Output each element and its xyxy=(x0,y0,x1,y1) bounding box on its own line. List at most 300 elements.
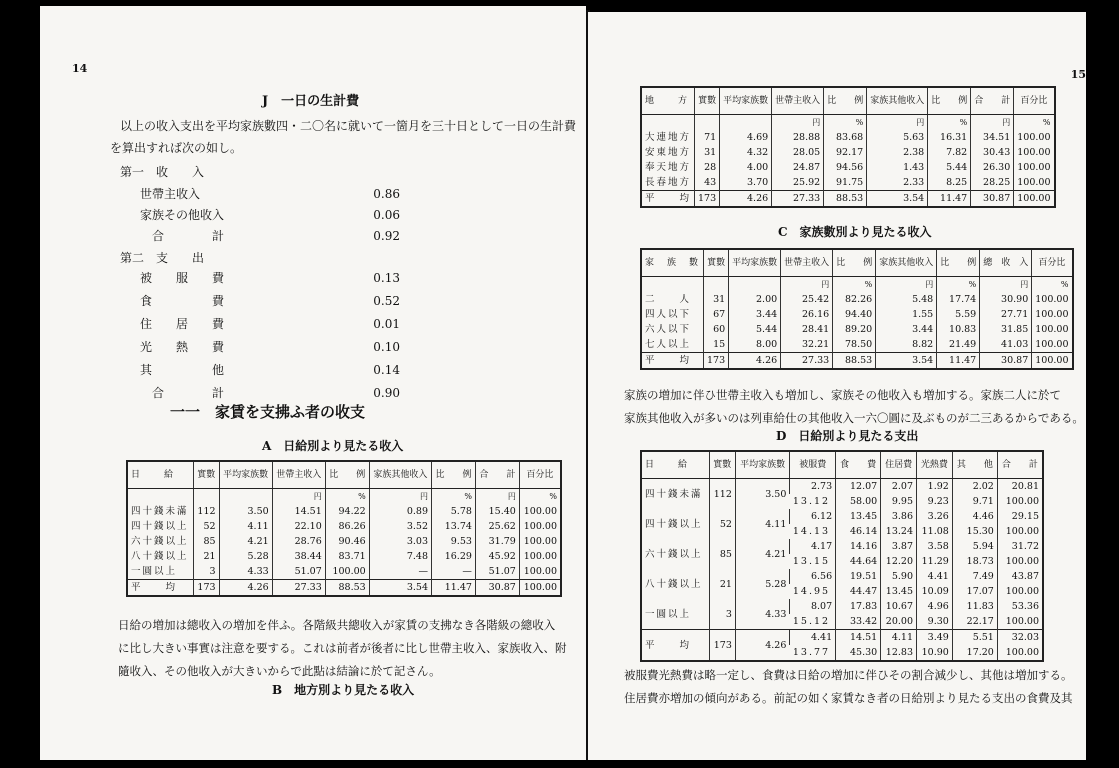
table-cell: 28.41 xyxy=(781,322,833,337)
table-cell: 88.53 xyxy=(824,191,867,208)
income-title: 第一 收 入 xyxy=(120,165,205,179)
table-cell: 11.29 xyxy=(917,554,953,569)
unit-cell xyxy=(729,277,781,293)
table-cell: 一圓以上 xyxy=(645,608,692,620)
table-cell: 10.83 xyxy=(937,322,980,337)
table-cell: 18.73 xyxy=(952,554,997,569)
table-cell: 15 xyxy=(704,337,729,353)
table-cell: 27.33 xyxy=(272,580,325,597)
expense-item-value: 0.10 xyxy=(373,340,400,354)
table-cell: 4.32 xyxy=(720,145,772,160)
unit-cell: % xyxy=(325,489,369,505)
table-cell: 91.75 xyxy=(824,175,867,191)
table-cell: 100.00 xyxy=(997,584,1043,599)
table-cell: 51.07 xyxy=(272,564,325,580)
table-row xyxy=(641,191,1055,208)
table-d xyxy=(640,450,1044,662)
table-cell: 5.94 xyxy=(952,539,997,554)
table-cell: 八十錢以上 xyxy=(645,578,703,590)
expense-item-value: 0.13 xyxy=(373,271,400,285)
table-cell: 4.11 xyxy=(881,630,917,646)
table-cell: 100.00 xyxy=(519,534,561,549)
table-cell: 100.00 xyxy=(519,549,561,564)
table-cell: 四十錢未滿 xyxy=(645,488,703,500)
table-cell: 100.00 xyxy=(519,504,561,519)
unit-cell: 円 xyxy=(772,115,824,131)
table-cell: 4.96 xyxy=(917,599,953,614)
table-cell: 15.30 xyxy=(952,524,997,539)
table-cell: 25.62 xyxy=(475,519,519,534)
table-cell: 32.03 xyxy=(997,630,1043,646)
table-cell: 71 xyxy=(695,130,720,145)
income-item-label: 世帶主收入 xyxy=(140,187,201,201)
table-cell: 平 均 xyxy=(127,580,193,597)
table-cell: 5.78 xyxy=(432,504,476,519)
table-cell: 4.26 xyxy=(720,191,772,208)
table-row-amount xyxy=(641,509,1043,524)
table-cell: 100.00 xyxy=(997,554,1043,569)
table-cell: 13.74 xyxy=(432,519,476,534)
table-cell: 4.26 xyxy=(219,580,272,597)
table-cell: 9.53 xyxy=(432,534,476,549)
column-header: 比 例 xyxy=(833,249,876,277)
table-row-amount xyxy=(641,539,1043,554)
table-cell: 85 xyxy=(193,534,219,549)
table-cell: 安東地方 xyxy=(645,147,692,158)
table-cell: 90.46 xyxy=(325,534,369,549)
table-cell: 4.00 xyxy=(720,160,772,175)
table-cell: 100.00 xyxy=(1014,160,1055,175)
table-cell: 5.90 xyxy=(881,569,917,584)
column-header: 百分比 xyxy=(519,461,561,489)
table-cell: 33.42 xyxy=(836,614,881,630)
column-header: 食 費 xyxy=(836,451,881,479)
table-cell: 53.36 xyxy=(997,599,1043,614)
table-cell: 11.08 xyxy=(917,524,953,539)
table-cell: 30.90 xyxy=(980,292,1032,307)
table-cell: 11.47 xyxy=(937,353,980,370)
table-cell: 9.95 xyxy=(881,494,917,509)
table-cell: 52 xyxy=(193,519,219,534)
table-cell: 11.47 xyxy=(928,191,971,208)
table-cell: 0.89 xyxy=(369,504,431,519)
table-cell: 27.33 xyxy=(781,353,833,370)
table-cell: 88.53 xyxy=(325,580,369,597)
income-item-label: 家族その他收入 xyxy=(140,208,225,222)
table-cell: 5.28 xyxy=(219,549,272,564)
column-header: 實數 xyxy=(695,87,720,115)
table-c-caption: C 家族數別より見たる收入 xyxy=(778,225,932,239)
table-cell: 10.90 xyxy=(917,645,953,661)
table-cell: 3.52 xyxy=(369,519,431,534)
unit-cell xyxy=(219,489,272,505)
table-cell: 27.33 xyxy=(772,191,824,208)
table-cell: 13.12 xyxy=(792,496,831,507)
table-cell: 5.48 xyxy=(876,292,937,307)
column-header: 合 計 xyxy=(997,451,1043,479)
table-cell: 6.12 xyxy=(790,509,836,524)
table-cell: 24.87 xyxy=(772,160,824,175)
table-cell: 60 xyxy=(704,322,729,337)
table-cell: 100.00 xyxy=(519,519,561,534)
table-cell: 3.58 xyxy=(917,539,953,554)
unit-cell: % xyxy=(937,277,980,293)
table-cell: 100.00 xyxy=(1014,145,1055,160)
table-cell: 八十錢以上 xyxy=(131,551,189,562)
table-cell: 112 xyxy=(193,504,219,519)
table-cell: 3.49 xyxy=(917,630,953,646)
unit-cell: % xyxy=(928,115,971,131)
table-cell: 平 均 xyxy=(641,630,709,662)
unit-cell: % xyxy=(432,489,476,505)
table-cell: 5.59 xyxy=(937,307,980,322)
column-header: 合 計 xyxy=(475,461,519,489)
units-row xyxy=(127,489,561,505)
table-cell: 4.41 xyxy=(917,569,953,584)
table-cell: 3.54 xyxy=(369,580,431,597)
table-cell: 9.30 xyxy=(917,614,953,630)
table-cell: 94.40 xyxy=(833,307,876,322)
table-cell: 29.15 xyxy=(997,509,1043,524)
table-cell: 10.09 xyxy=(917,584,953,599)
table-cell: 六人以下 xyxy=(645,324,692,335)
table-cell: 44.47 xyxy=(836,584,881,599)
table-cell: 4.21 xyxy=(219,534,272,549)
table-cell: 奉天地方 xyxy=(645,162,692,173)
table-cell: 8.25 xyxy=(928,175,971,191)
table-cell: 100.00 xyxy=(1032,292,1073,307)
table-cell: 2.07 xyxy=(881,479,917,495)
table-cell: 100.00 xyxy=(1032,307,1073,322)
table-row-amount xyxy=(641,630,1043,646)
column-header: 比 例 xyxy=(325,461,369,489)
table-cell: 4.41 xyxy=(790,630,836,646)
table-cell: 26.16 xyxy=(781,307,833,322)
column-header: 家族其他收入 xyxy=(876,249,937,277)
column-header: 住居費 xyxy=(881,451,917,479)
table-cell: 38.44 xyxy=(272,549,325,564)
expense-item-label: 被 服 費 xyxy=(140,271,225,285)
unit-cell xyxy=(127,489,193,505)
table-cell: 100.00 xyxy=(997,645,1043,661)
table-cell: 7.49 xyxy=(952,569,997,584)
table-cell: 51.07 xyxy=(475,564,519,580)
table-cell: 3.50 xyxy=(219,504,272,519)
table-cell: 58.00 xyxy=(836,494,881,509)
paragraph-line: 被服費光熱費は略一定し、食費は日給の増加に伴ひその割合減少し、其他は増加する。 xyxy=(624,668,1073,682)
table-cell: 六十錢以上 xyxy=(645,548,703,560)
table-cell: 100.00 xyxy=(1014,130,1055,145)
table-cell: 5.28 xyxy=(735,569,789,599)
table-cell: 20.81 xyxy=(997,479,1043,495)
column-header: 比 例 xyxy=(928,87,971,115)
table-cell: 92.17 xyxy=(824,145,867,160)
table-row-amount xyxy=(641,479,1043,495)
table-cell: 44.64 xyxy=(836,554,881,569)
unit-cell: 円 xyxy=(781,277,833,293)
table-cell: 21 xyxy=(709,569,735,599)
column-header: 平均家族數 xyxy=(219,461,272,489)
table-cell: 7.48 xyxy=(369,549,431,564)
table-cell: 28.88 xyxy=(772,130,824,145)
unit-cell xyxy=(704,277,729,293)
table-cell: 1.55 xyxy=(876,307,937,322)
expense-item-value: 0.01 xyxy=(373,317,400,331)
column-header: 平均家族數 xyxy=(735,451,789,479)
table-cell: 100.00 xyxy=(1032,322,1073,337)
table-cell: 3.54 xyxy=(867,191,928,208)
table-cell: 31 xyxy=(695,145,720,160)
column-header: 平均家族數 xyxy=(720,87,772,115)
table-cell: 4.33 xyxy=(735,599,789,630)
table-cell: 28.05 xyxy=(772,145,824,160)
table-cell: 12.07 xyxy=(836,479,881,495)
table-row xyxy=(641,130,1055,145)
table-cell: 3.70 xyxy=(720,175,772,191)
expense-title: 第二 支 出 xyxy=(120,251,205,265)
unit-cell: 円 xyxy=(369,489,431,505)
table-cell: 5.44 xyxy=(729,322,781,337)
table-cell: 3 xyxy=(193,564,219,580)
table-cell: 平 均 xyxy=(641,191,695,208)
column-header: 世帶主收入 xyxy=(272,461,325,489)
table-cell: 11.83 xyxy=(952,599,997,614)
unit-cell: 円 xyxy=(876,277,937,293)
unit-cell xyxy=(641,277,704,293)
column-header: 比 例 xyxy=(432,461,476,489)
table-cell: 8.82 xyxy=(876,337,937,353)
table-cell: 2.73 xyxy=(790,479,836,495)
expense-item-label: 食 費 xyxy=(140,294,225,308)
unit-cell xyxy=(720,115,772,131)
unit-cell: 円 xyxy=(867,115,928,131)
table-row xyxy=(641,307,1073,322)
table-a xyxy=(126,460,562,597)
table-cell: 3.50 xyxy=(735,479,789,510)
units-row xyxy=(641,115,1055,131)
table-cell: 30.87 xyxy=(475,580,519,597)
table-row xyxy=(127,549,561,564)
income-item-value: 0.92 xyxy=(373,229,400,243)
table-cell: 31.79 xyxy=(475,534,519,549)
table-cell: 21.49 xyxy=(937,337,980,353)
table-cell: 1.43 xyxy=(867,160,928,175)
section-j-heading: J 一日の生計費 xyxy=(262,94,360,109)
table-row xyxy=(127,534,561,549)
table-cell: 10.67 xyxy=(881,599,917,614)
column-header: 實數 xyxy=(709,451,735,479)
table-cell: 4.17 xyxy=(790,539,836,554)
unit-cell: % xyxy=(824,115,867,131)
column-header: 地 方 xyxy=(641,87,695,115)
column-header: 世帶主收入 xyxy=(772,87,824,115)
table-cell: 89.20 xyxy=(833,322,876,337)
income-item-value: 0.86 xyxy=(373,187,400,201)
table-b-caption: B 地方別より見たる收入 xyxy=(272,683,415,697)
column-header: 合 計 xyxy=(971,87,1014,115)
unit-cell: % xyxy=(1032,277,1073,293)
expense-item-label: 光 熱 費 xyxy=(140,340,225,354)
table-cell: 14.51 xyxy=(836,630,881,646)
table-cell: 13.15 xyxy=(792,556,831,567)
table-cell: 四十錢以上 xyxy=(131,521,189,532)
table-cell: 34.51 xyxy=(971,130,1014,145)
table-cell: 17.07 xyxy=(952,584,997,599)
table-cell: 4.26 xyxy=(735,630,789,662)
table-cell: 173 xyxy=(193,580,219,597)
unit-cell: 円 xyxy=(272,489,325,505)
table-cell: 大連地方 xyxy=(645,132,692,143)
expense-item-value: 0.52 xyxy=(373,294,400,308)
table-cell: 32.21 xyxy=(781,337,833,353)
table-cell: 4.11 xyxy=(735,509,789,539)
units-row xyxy=(641,277,1073,293)
column-header: 百分比 xyxy=(1032,249,1073,277)
table-cell: 46.14 xyxy=(836,524,881,539)
table-cell: 3.87 xyxy=(881,539,917,554)
column-header: 其 他 xyxy=(952,451,997,479)
table-cell: 2.33 xyxy=(867,175,928,191)
expense-item-label: 合 計 xyxy=(152,386,225,400)
table-cell: 17.20 xyxy=(952,645,997,661)
table-cell: 21 xyxy=(193,549,219,564)
table-cell: 4.33 xyxy=(219,564,272,580)
table-cell: 78.50 xyxy=(833,337,876,353)
column-header: 日 給 xyxy=(127,461,193,489)
table-cell: 六十錢以上 xyxy=(131,536,189,547)
table-cell: 3.44 xyxy=(876,322,937,337)
table-row xyxy=(641,322,1073,337)
table-cell: 14.95 xyxy=(792,586,831,597)
column-header: 家 族 數 xyxy=(641,249,704,277)
column-header: 總 收 入 xyxy=(980,249,1032,277)
paragraph-line: 家族の増加に伴ひ世帶主收入も増加し、家族その他收入も増加する。家族二人に於て xyxy=(624,388,1061,402)
table-cell: 一圓以上 xyxy=(131,566,178,577)
table-cell: 100.00 xyxy=(997,524,1043,539)
table-cell: 3.86 xyxy=(881,509,917,524)
table-cell: 173 xyxy=(695,191,720,208)
table-cell: 7.82 xyxy=(928,145,971,160)
table-cell: 5.51 xyxy=(952,630,997,646)
paragraph-line: 住居費亦増加の傾向がある。前記の如く家賃なき者の日給別より見たる支出の食費及其 xyxy=(624,691,1073,705)
table-row xyxy=(641,175,1055,191)
table-cell: 14.51 xyxy=(272,504,325,519)
unit-cell: % xyxy=(1014,115,1055,131)
table-row xyxy=(641,145,1055,160)
table-cell: 88.53 xyxy=(833,353,876,370)
table-cell: 13.24 xyxy=(881,524,917,539)
right-page xyxy=(588,12,1086,760)
table-cell: 86.26 xyxy=(325,519,369,534)
table-cell: 28.76 xyxy=(272,534,325,549)
table-cell: 七人以上 xyxy=(645,339,692,350)
paragraph-line: 家族其他收入が多いのは列車給仕の其他收入一六〇圓に及ぶものが二三あるからである。 xyxy=(624,411,1084,425)
table-cell: 20.00 xyxy=(881,614,917,630)
page-number-left: 14 xyxy=(72,62,88,75)
table-cell: 85 xyxy=(709,539,735,569)
table-cell: 3.03 xyxy=(369,534,431,549)
column-header: 家族其他收入 xyxy=(369,461,431,489)
table-cell: 83.71 xyxy=(325,549,369,564)
column-header: 被服費 xyxy=(790,451,836,479)
table-cell: 31.85 xyxy=(980,322,1032,337)
table-cell: 6.56 xyxy=(790,569,836,584)
table-cell: 8.00 xyxy=(729,337,781,353)
unit-cell: 円 xyxy=(980,277,1032,293)
table-cell: 100.00 xyxy=(997,614,1043,630)
table-cell: 17.83 xyxy=(836,599,881,614)
table-cell: 41.03 xyxy=(980,337,1032,353)
table-cell: — xyxy=(432,564,476,580)
table-row xyxy=(127,504,561,519)
paragraph-line: に比し大きい事實は注意を要する。これは前者が後者に比し世帶主收入、家族收入、附 xyxy=(118,641,567,655)
table-cell: 30.87 xyxy=(980,353,1032,370)
table-cell: 四十錢以上 xyxy=(645,518,703,530)
table-d-caption: D 日給別より見たる支出 xyxy=(776,429,919,443)
table-cell: 3 xyxy=(709,599,735,630)
table-cell: 31.72 xyxy=(997,539,1043,554)
table-cell: 22.17 xyxy=(952,614,997,630)
table-row xyxy=(641,337,1073,353)
table-cell: 15.12 xyxy=(792,616,831,627)
column-header: 世帶主收入 xyxy=(781,249,833,277)
table-cell: 25.92 xyxy=(772,175,824,191)
column-header: 實數 xyxy=(704,249,729,277)
table-row xyxy=(127,519,561,534)
table-cell: 3.44 xyxy=(729,307,781,322)
table-cell: 平 均 xyxy=(641,353,704,370)
table-cell: 16.31 xyxy=(928,130,971,145)
table-cell: 100.00 xyxy=(325,564,369,580)
column-header: 光熱費 xyxy=(917,451,953,479)
unit-cell: 円 xyxy=(475,489,519,505)
column-header: 比 例 xyxy=(937,249,980,277)
table-cell: 45.30 xyxy=(836,645,881,661)
page-number-right: 15 xyxy=(1070,68,1086,81)
table-cell: 67 xyxy=(704,307,729,322)
table-cell: 5.44 xyxy=(928,160,971,175)
table-cell: 11.47 xyxy=(432,580,476,597)
table-cell: 100.00 xyxy=(997,494,1043,509)
table-cell: 100.00 xyxy=(1014,175,1055,191)
column-header: 比 例 xyxy=(824,87,867,115)
unit-cell xyxy=(193,489,219,505)
column-header: 實數 xyxy=(193,461,219,489)
table-cell: 22.10 xyxy=(272,519,325,534)
table-row xyxy=(641,292,1073,307)
table-cell: 28.25 xyxy=(971,175,1014,191)
table-cell: 1.92 xyxy=(917,479,953,495)
table-cell: 長春地方 xyxy=(645,177,692,188)
table-cell: 4.46 xyxy=(952,509,997,524)
table-cell: 9.23 xyxy=(917,494,953,509)
table-cell: 83.68 xyxy=(824,130,867,145)
table-cell: 52 xyxy=(709,509,735,539)
table-cell: 2.38 xyxy=(867,145,928,160)
table-cell: 112 xyxy=(709,479,735,510)
table-row-amount xyxy=(641,569,1043,584)
expense-item-label: 住 居 費 xyxy=(140,317,225,331)
section-j-intro-line2: を算出すれば次の如し。 xyxy=(110,141,243,155)
table-cell: 100.00 xyxy=(519,564,561,580)
table-row xyxy=(127,580,561,597)
expense-item-label: 其 他 xyxy=(140,363,225,377)
unit-cell: % xyxy=(833,277,876,293)
table-cell: 30.87 xyxy=(971,191,1014,208)
table-cell: 100.00 xyxy=(1014,191,1055,208)
expense-item-value: 0.14 xyxy=(373,363,400,377)
table-a-caption: A 日給別より見たる收入 xyxy=(262,439,404,453)
